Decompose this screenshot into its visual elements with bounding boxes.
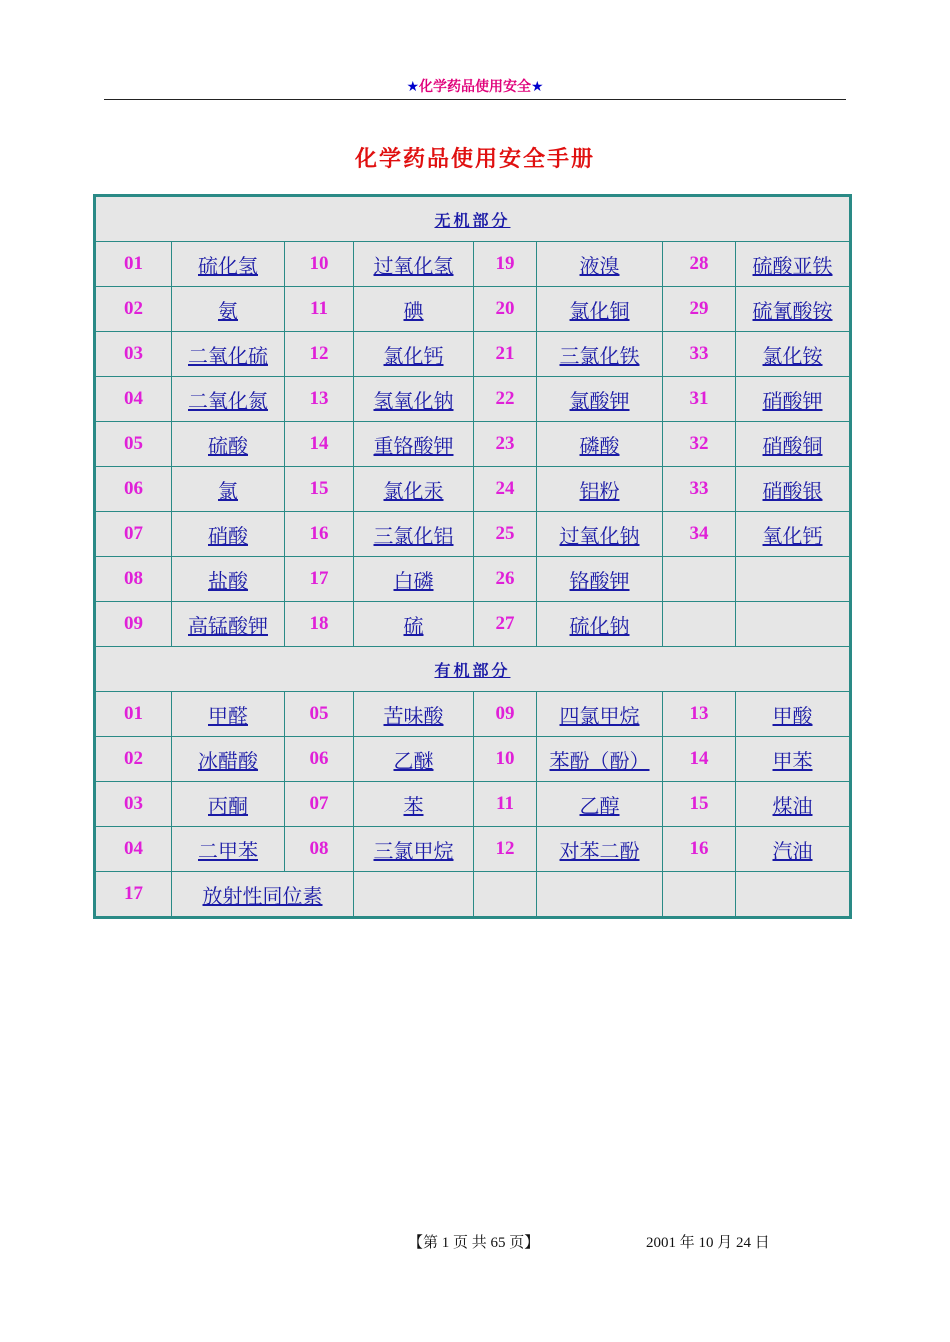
chemical-link bbox=[736, 557, 851, 602]
chemical-link[interactable]: 液溴 bbox=[537, 242, 663, 287]
item-number: 10 bbox=[285, 242, 354, 287]
chemical-link[interactable]: 硝酸铜 bbox=[736, 422, 851, 467]
item-number: 10 bbox=[474, 737, 537, 782]
item-number: 29 bbox=[663, 287, 736, 332]
chemical-link[interactable]: 硫酸亚铁 bbox=[736, 242, 851, 287]
chemical-link[interactable]: 氧化钙 bbox=[736, 512, 851, 557]
item-number: 27 bbox=[474, 602, 537, 647]
chemical-link[interactable]: 苦味酸 bbox=[354, 692, 474, 737]
chemical-link[interactable]: 磷酸 bbox=[537, 422, 663, 467]
chemical-link[interactable]: 铝粉 bbox=[537, 467, 663, 512]
item-number: 07 bbox=[95, 512, 172, 557]
table-row bbox=[95, 332, 851, 377]
item-number: 17 bbox=[285, 557, 354, 602]
item-number: 11 bbox=[474, 782, 537, 827]
chemical-link[interactable]: 硝酸 bbox=[172, 512, 285, 557]
star-icon: ★ bbox=[406, 79, 419, 95]
item-number: 21 bbox=[474, 332, 537, 377]
table-row bbox=[95, 602, 851, 647]
chemical-link[interactable]: 苯酚（酚） bbox=[537, 737, 663, 782]
item-number: 05 bbox=[95, 422, 172, 467]
item-number: 32 bbox=[663, 422, 736, 467]
chemical-link[interactable]: 二甲苯 bbox=[172, 827, 285, 872]
item-number bbox=[663, 602, 736, 647]
chemical-link[interactable]: 高锰酸钾 bbox=[172, 602, 285, 647]
table-row bbox=[95, 737, 851, 782]
item-number: 34 bbox=[663, 512, 736, 557]
chemical-link[interactable]: 汽油 bbox=[736, 827, 851, 872]
chemical-link[interactable]: 硝酸钾 bbox=[736, 377, 851, 422]
item-number: 17 bbox=[95, 872, 172, 918]
chemical-link[interactable]: 硫酸 bbox=[172, 422, 285, 467]
header-divider bbox=[104, 99, 846, 100]
table-row bbox=[95, 467, 851, 512]
chemical-link[interactable]: 硝酸银 bbox=[736, 467, 851, 512]
chemical-link[interactable]: 硫化钠 bbox=[537, 602, 663, 647]
table-row bbox=[95, 872, 851, 918]
item-number: 13 bbox=[663, 692, 736, 737]
chemical-link[interactable]: 过氧化氢 bbox=[354, 242, 474, 287]
item-number: 16 bbox=[663, 827, 736, 872]
item-number: 16 bbox=[285, 512, 354, 557]
item-number: 12 bbox=[474, 827, 537, 872]
table-row bbox=[95, 692, 851, 737]
item-number: 06 bbox=[285, 737, 354, 782]
item-number: 03 bbox=[95, 782, 172, 827]
empty-cell bbox=[474, 872, 537, 918]
item-number: 28 bbox=[663, 242, 736, 287]
chemical-link[interactable]: 三氯甲烷 bbox=[354, 827, 474, 872]
empty-cell bbox=[354, 872, 474, 918]
chemical-link[interactable]: 氨 bbox=[172, 287, 285, 332]
item-number: 25 bbox=[474, 512, 537, 557]
item-number: 13 bbox=[285, 377, 354, 422]
table-row bbox=[95, 377, 851, 422]
table-row bbox=[95, 422, 851, 467]
item-number: 31 bbox=[663, 377, 736, 422]
chemical-link[interactable]: 三氯化铝 bbox=[354, 512, 474, 557]
item-number: 20 bbox=[474, 287, 537, 332]
chemical-link[interactable]: 煤油 bbox=[736, 782, 851, 827]
chemical-link[interactable]: 碘 bbox=[354, 287, 474, 332]
chemical-link[interactable]: 硫氰酸铵 bbox=[736, 287, 851, 332]
item-number: 09 bbox=[95, 602, 172, 647]
star-icon: ★ bbox=[531, 79, 544, 95]
item-number: 18 bbox=[285, 602, 354, 647]
chemical-link[interactable]: 氢氧化钠 bbox=[354, 377, 474, 422]
chemical-link[interactable]: 氯化汞 bbox=[354, 467, 474, 512]
chemical-link[interactable]: 过氧化钠 bbox=[537, 512, 663, 557]
item-number: 05 bbox=[285, 692, 354, 737]
chemical-link[interactable]: 氯酸钾 bbox=[537, 377, 663, 422]
table-row bbox=[95, 782, 851, 827]
table-row bbox=[95, 827, 851, 872]
item-number: 19 bbox=[474, 242, 537, 287]
chemical-link[interactable]: 氯 bbox=[172, 467, 285, 512]
chemical-link[interactable]: 乙醚 bbox=[354, 737, 474, 782]
chemical-link[interactable]: 苯 bbox=[354, 782, 474, 827]
chemical-link[interactable]: 氯化铵 bbox=[736, 332, 851, 377]
chemical-link[interactable]: 氯化钙 bbox=[354, 332, 474, 377]
item-number: 03 bbox=[95, 332, 172, 377]
section-heading-link[interactable]: 无机部分 bbox=[95, 196, 851, 242]
chemical-link[interactable]: 氯化铜 bbox=[537, 287, 663, 332]
chemical-link[interactable]: 甲醛 bbox=[172, 692, 285, 737]
page-title: 化学药品使用安全手册 bbox=[354, 147, 595, 172]
item-number: 08 bbox=[95, 557, 172, 602]
chemical-link[interactable]: 对苯二酚 bbox=[537, 827, 663, 872]
item-number: 24 bbox=[474, 467, 537, 512]
item-number: 11 bbox=[285, 287, 354, 332]
chemical-link[interactable]: 丙酮 bbox=[172, 782, 285, 827]
item-number: 14 bbox=[285, 422, 354, 467]
section-header-row bbox=[95, 196, 851, 242]
chemical-link[interactable]: 冰醋酸 bbox=[172, 737, 285, 782]
item-number: 06 bbox=[95, 467, 172, 512]
chemical-link[interactable]: 乙醇 bbox=[537, 782, 663, 827]
chemical-link bbox=[736, 602, 851, 647]
document-date: 2001 年 10 月 24 日 bbox=[646, 1235, 770, 1251]
item-number: 02 bbox=[95, 737, 172, 782]
chemical-link[interactable]: 重铬酸钾 bbox=[354, 422, 474, 467]
item-number: 01 bbox=[95, 242, 172, 287]
chemical-link[interactable]: 放射性同位素 bbox=[172, 872, 354, 918]
item-number: 15 bbox=[663, 782, 736, 827]
table-row bbox=[95, 557, 851, 602]
item-number: 09 bbox=[474, 692, 537, 737]
item-number: 12 bbox=[285, 332, 354, 377]
chemical-link[interactable]: 白磷 bbox=[354, 557, 474, 602]
page-number: 【第 1 页 共 65 页】 bbox=[408, 1235, 540, 1251]
section-header-row bbox=[95, 647, 851, 692]
item-number: 33 bbox=[663, 467, 736, 512]
item-number: 15 bbox=[285, 467, 354, 512]
empty-cell bbox=[736, 872, 851, 918]
section-heading-link[interactable]: 有机部分 bbox=[95, 647, 851, 692]
header-text: 化学药品使用安全 bbox=[419, 79, 531, 95]
item-number: 04 bbox=[95, 827, 172, 872]
chemical-link[interactable]: 四氯甲烷 bbox=[537, 692, 663, 737]
item-number: 23 bbox=[474, 422, 537, 467]
table-row bbox=[95, 512, 851, 557]
chemical-link[interactable]: 盐酸 bbox=[172, 557, 285, 602]
chemical-link[interactable]: 二氧化硫 bbox=[172, 332, 285, 377]
item-number: 08 bbox=[285, 827, 354, 872]
chemical-link[interactable]: 甲苯 bbox=[736, 737, 851, 782]
chemical-link[interactable]: 硫化氢 bbox=[172, 242, 285, 287]
item-number: 14 bbox=[663, 737, 736, 782]
chemical-link[interactable]: 硫 bbox=[354, 602, 474, 647]
item-number: 01 bbox=[95, 692, 172, 737]
empty-cell bbox=[663, 872, 736, 918]
table-row bbox=[95, 242, 851, 287]
chemical-link[interactable]: 三氯化铁 bbox=[537, 332, 663, 377]
item-number: 22 bbox=[474, 377, 537, 422]
page-header bbox=[104, 76, 846, 96]
item-number: 26 bbox=[474, 557, 537, 602]
item-number: 02 bbox=[95, 287, 172, 332]
chemical-index-table bbox=[93, 194, 852, 919]
item-number: 33 bbox=[663, 332, 736, 377]
item-number: 04 bbox=[95, 377, 172, 422]
chemical-link[interactable]: 甲酸 bbox=[736, 692, 851, 737]
item-number: 07 bbox=[285, 782, 354, 827]
item-number bbox=[663, 557, 736, 602]
chemical-link[interactable]: 铬酸钾 bbox=[537, 557, 663, 602]
table-row bbox=[95, 287, 851, 332]
chemical-link[interactable]: 二氧化氮 bbox=[172, 377, 285, 422]
empty-cell bbox=[537, 872, 663, 918]
